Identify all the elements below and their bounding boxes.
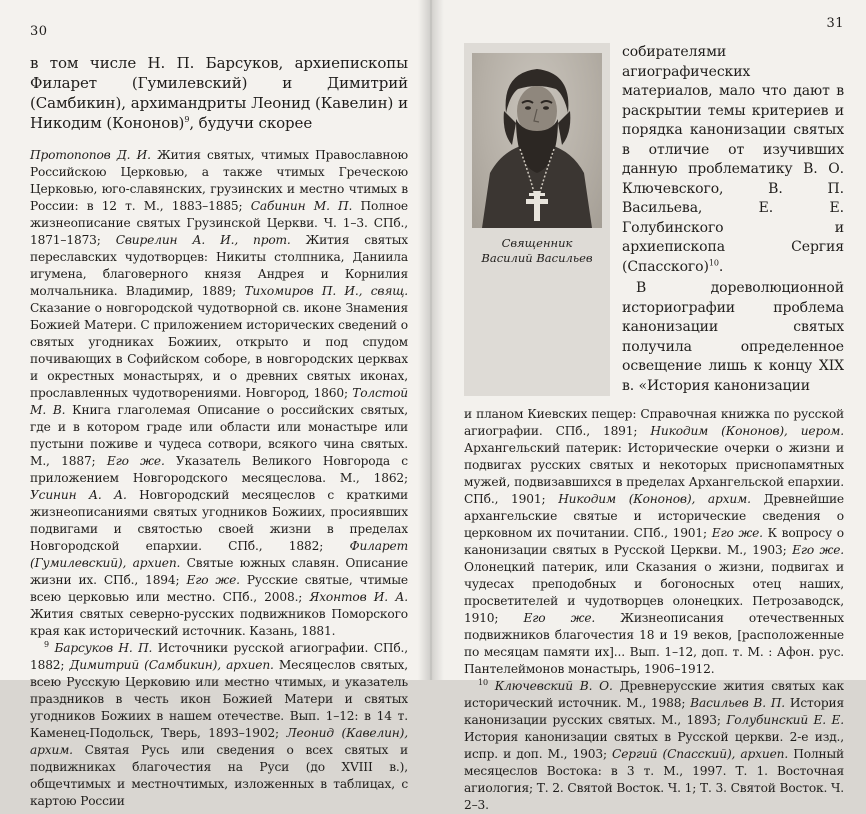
illustration-block: [464, 43, 844, 396]
main-paragraph-2: В дореволюционной историографии проблема канонизации святых получила определенное освещение лишь к концу XIX в. «История канонизации: [622, 280, 844, 394]
priest-portrait-image: [472, 53, 602, 228]
footnote-continued-left: Протопопов Д. И. Жития святых, чтимых Православною Российскою Церковью, а также чтимых Греческою Церковью, юго-славянских, грузинских и местно чтимых в России: в 12 т. М., 1883–1885; Сабинин М. П. Полное жизнеописание святых Грузинской Церкви. Ч. 1–3. СПб., 1871–1873; Свирелин А. И., прот. Жития святых переславских чудотворцев: Никиты столпника, Даниила игумена, благоверного князя Андрея и Корнилия молчальника. Владимир, 1889; Тихомиров П. И., свящ. Сказание о новгородской чудотворной св. иконе Знамения Божией Матери. С приложением исторических сведений о святых угодниках Божиих, открыто и под спудом почивающих в Софийском соборе, в новгородских церквах и окрестных монастырях, и о древних святых иконах, прославленных чудотворениями. Новгород, 1860; Толстой М. В. Книга глаголемая Описание о российских святых, где и в котором граде или области или монастыре или пустыни поживе и чудеса сотвори, всякого чина святых. М., 1887; Его же. Указатель Великого Новгорода с приложением Новгородского месяцеслова. М., 1862; Усинин А. А. Новгородский месяцеслов с краткими жизнеописаниями святых угодников Божиих, просиявших подвигами и святостью своей жизни в пределах Новгородской епархии. СПб., 1882; Филарет (Гумилевский), архиеп. Святые южных славян. Описание жизни их. СПб., 1894; Его же. Русские святые, чтимые всею церковью или местно. СПб., 2008.; Яхонтов И. А. Жития святых северно-русских подвижников Поморского края как исторический источник. Казань, 1881.: [30, 148, 409, 638]
main-text-right: [622, 43, 844, 396]
footnote-10: $^{10}$ Ключевский В. О. Древнерусские жития святых как исторический источник. М., 1988; Васильев В. П. История канонизации русских святых. М., 1893; Голубинский Е. Е. История канонизации святых в Русской церкви. 2-е изд., испр. и доп. М., 1903; Сергий (Спасский), архиеп. Полный месяцеслов Востока: в 3 т. М., 1997. Т. 1. Восточная агиология; Т. 2. Святой Восток. Ч. 1; Т. 3. Святой Восток. Ч. 2–3.: [464, 677, 844, 812]
right-page: [430, 0, 866, 812]
page-number-right: 31: [826, 16, 844, 31]
main-text-left: в том числе Н. П. Барсуков, архиепископы Филарет (Гумилевский) и Димитрий (Самбикин), архимандриты Леонид (Кавелин) и Никодим (Кононов)$^9$, будучи скорее: [30, 54, 408, 132]
footnote-9: $^9$ Барсуков Н. П. Источники русской агиографии. СПб., 1882; Димитрий (Самбикин), архиеп. Месяцеслов святых, всею Русскую Церковию или местно чтимых, и указатель праздников в честь икон Божией Матери и святых угодников Божиих в нашем отечестве. Вып. 1–12: в 14 т. Каменец-Подольск, Тверь, 1893–1902; Леонид (Кавелин), архим. Святая Русь или сведения о всех святых и подвижниках благочестия на Руси (до XVIII в.), общечтимых и местночтимых, изложенных в таблицах, с картою России: [30, 639, 408, 808]
footnote-continued-right: и планом Киевских пещер: Справочная книжка по русской агиографии. СПб., 1891; Никодим (Кононов), иером. Архангельский патерик: Исторические очерки о жизни и подвигах русских святых и некоторых приснопамятных мужей, подвизавшихся в пределах Архангельской епархии. СПб., 1901; Никодим (Кононов), архим. Древнейшие архангельские святые и исторические сведения о церковном их почитании. СПб., 1901; Его же. К вопросу о канонизации святых в Русской Церкви. М., 1903; Его же. Олонецкий патерик, или Сказания о жизни, подвигах и чудесах преподобных и богоносных отец наших, просветителей и чудотворцев олонецких. Петрозаводск, 1910; Его же. Жизнеописания отечественных подвижников благочестия 18 и 19 веков, [расположенные по месяцам памяти их]... Вып. 1–12, доп. т. М. : Афон. рус. Пантелеймонов монастырь, 1906–1912.: [464, 407, 844, 676]
photo-caption-line-1: Священник: [501, 236, 573, 250]
main-paragraph-1: собирателями агиографических материалов, мало что дают в раскрытии темы критериев и порядка канонизации святых в отличие от изучивших данную проблематику В. О. Ключевского, В. П. Васильева, Е. Е. Голубинского и архиепископа Сергия (Спасского)$^{10}$.: [622, 44, 844, 275]
left-page: [0, 0, 430, 808]
photo-caption: [472, 236, 602, 266]
page-number-left: 30: [30, 24, 48, 39]
portrait-photo: [472, 53, 602, 228]
photo-frame: [464, 43, 610, 396]
book-gutter: [418, 0, 444, 680]
photo-caption-line-2: Василий Васильев: [481, 251, 593, 265]
